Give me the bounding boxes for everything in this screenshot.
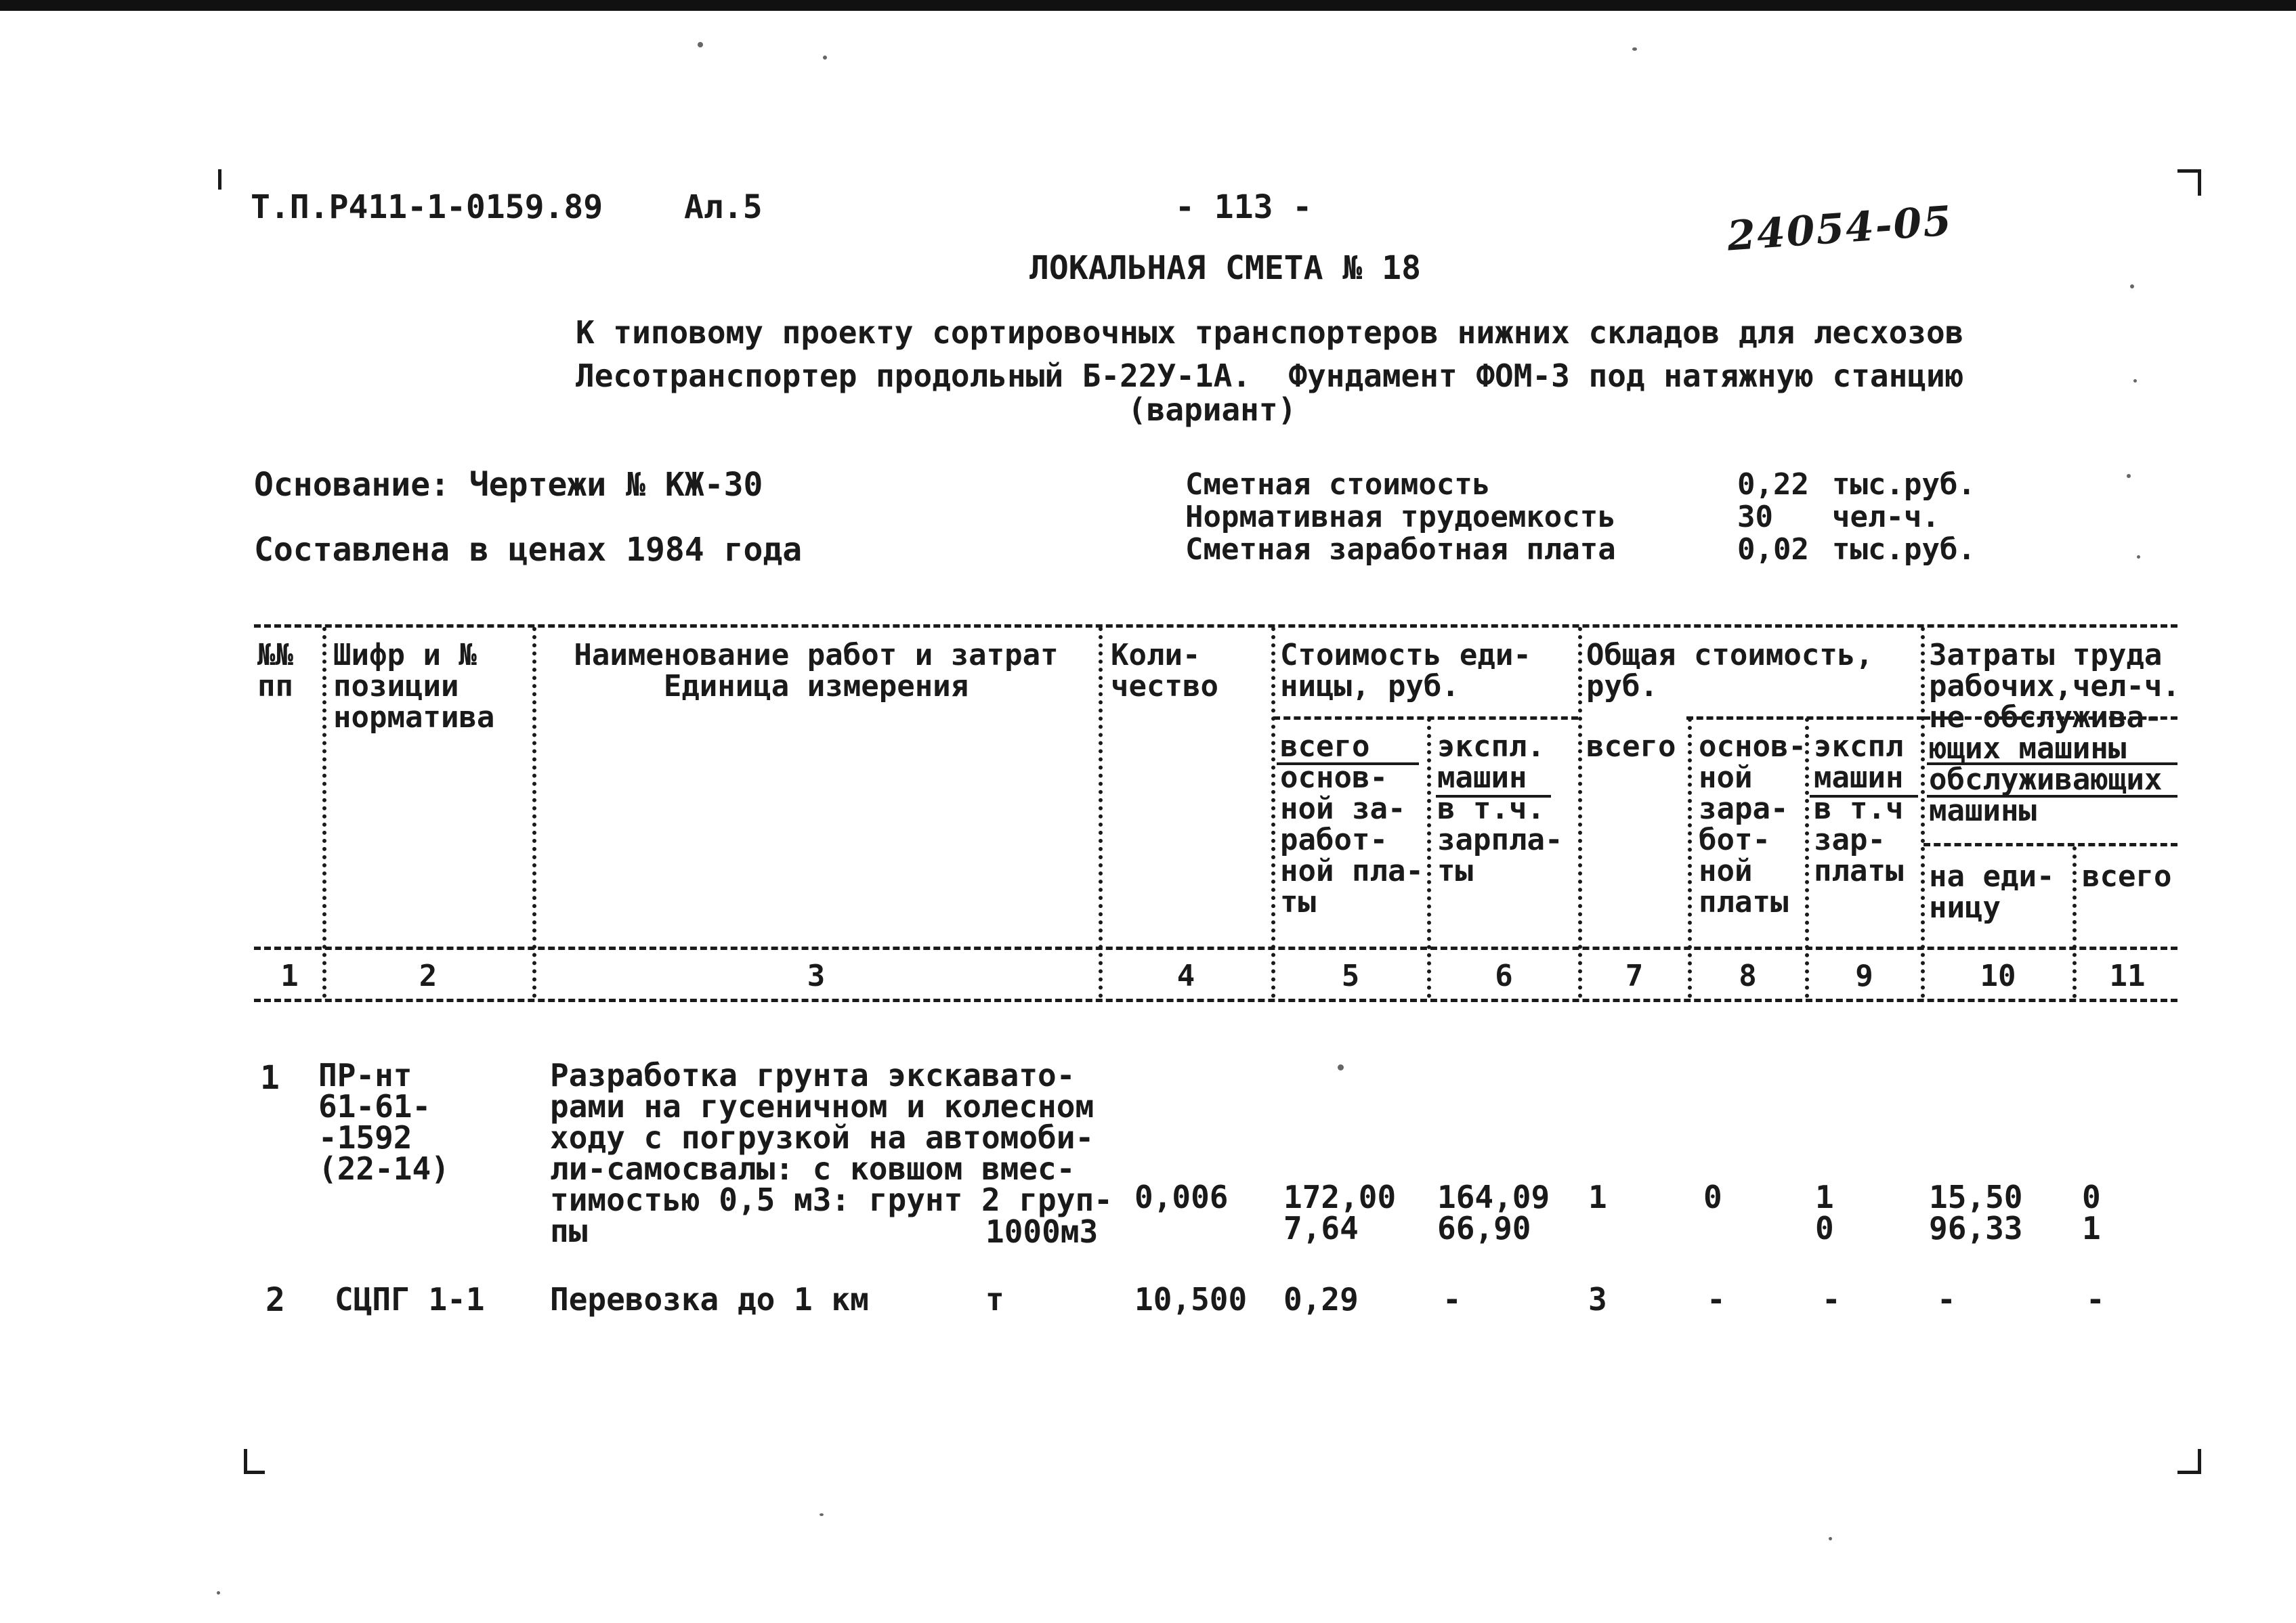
col-number-6: 6: [1495, 959, 1513, 993]
col-number-3: 3: [807, 959, 826, 993]
row2-c7: 3: [1588, 1281, 1607, 1318]
labor-inner-rule: [1923, 843, 2177, 846]
row1-c9: 1 0: [1815, 1179, 1834, 1247]
row1-c6: 164,09 66,90: [1437, 1179, 1550, 1247]
row1-c10: 15,50 96,33: [1929, 1179, 2023, 1247]
row1-c11: 0 1: [2082, 1179, 2101, 1247]
header-col-3: Наименование работ и затрат Единица измерения: [574, 638, 1059, 704]
crop-mark-bottom-left: [244, 1449, 265, 1474]
col-number-2: 2: [419, 959, 438, 993]
header-col-8: основ- ной зара- бот- ной платы: [1699, 729, 1806, 919]
crop-mark-top-left: [218, 169, 221, 190]
scan-speck: [2130, 284, 2134, 288]
col-number-9: 9: [1855, 959, 1873, 993]
row1-num: 1: [260, 1059, 280, 1097]
col-number-5: 5: [1341, 959, 1360, 993]
unit-cost-subrule: [1273, 716, 1578, 720]
header-col-6: экспл. машин в т.ч. зарпла- ты: [1437, 729, 1563, 888]
subtitle-line-1: К типовому проекту сортировочных транспортеров нижних складов для лесхозов: [576, 314, 1964, 351]
col-number-11: 11: [2109, 959, 2146, 993]
row2-name: Перевозка до 1 км: [550, 1281, 869, 1318]
header-labor: Затраты труда рабочих,чел-ч. не обслужива- ющих машины обслуживающих машины: [1929, 638, 2180, 828]
col-divider-1: [322, 627, 326, 998]
col-number-7: 7: [1625, 959, 1644, 993]
col-divider-3: [1099, 627, 1103, 998]
row2-unit: т: [985, 1281, 1004, 1318]
numbers-bottom-rule: [254, 999, 2177, 1002]
col-divider-7: [1688, 718, 1692, 998]
scan-speck: [698, 42, 703, 47]
row1-c5: 172,00 7,64: [1283, 1179, 1397, 1247]
header-col-10: на еди- ницу: [1929, 859, 2055, 925]
scan-speck: [2127, 474, 2131, 478]
summary-value-cost: 0,22: [1737, 467, 1809, 502]
summary-unit-cost: тыс.руб.: [1832, 467, 1976, 502]
scan-speck: [820, 1513, 824, 1516]
header-total-cost: Общая стоимость, руб.: [1586, 638, 1873, 704]
row2-code: СЦПГ 1-1: [335, 1281, 485, 1318]
summary-label-labor: Нормативная трудоемкость: [1185, 500, 1616, 534]
col-divider-4: [1271, 627, 1275, 998]
header-col-9: экспл машин в т.ч зар- платы: [1814, 729, 1904, 888]
col-divider-2: [532, 627, 536, 998]
header-col-4: Коли- чество: [1111, 638, 1218, 704]
document-code: Т.П.Р411-1-0159.89: [251, 188, 603, 226]
row2-qty: 10,500: [1134, 1281, 1248, 1318]
row2-c10: -: [1937, 1281, 1956, 1318]
header-bottom-rule: [254, 947, 2177, 950]
col-divider-9: [1921, 627, 1925, 998]
header-col-1: №№ пп: [257, 638, 293, 704]
summary-label-wage: Сметная заработная плата: [1185, 532, 1616, 567]
table-top-rule: [254, 624, 2177, 628]
col-number-8: 8: [1739, 959, 1757, 993]
scan-speck: [1338, 1064, 1344, 1070]
summary-unit-labor: чел-ч.: [1832, 500, 1940, 534]
row1-name: Разработка грунта экскавато- рами на гусеничном и колесном ходу с погрузкой на автомоби- ли-самосвалы: с ковшом вмес- тимостью 0,5 м3: грунт 2 груп- пы: [550, 1057, 1113, 1249]
prices-label: Составлена в ценах 1984 года: [254, 531, 803, 569]
row2-c6: -: [1443, 1281, 1462, 1318]
scan-speck: [217, 1591, 220, 1595]
scan-speck: [823, 56, 827, 60]
document-title: ЛОКАЛЬНАЯ СМЕТА № 18: [1029, 249, 1421, 287]
subtitle-line-2: Лесотранспортер продольный Б-22У-1А. Фундамент ФОМ-3 под натяжную станцию: [576, 358, 1964, 394]
row1-qty: 0,006: [1134, 1179, 1229, 1215]
handwritten-number: 24054-05: [1725, 197, 1955, 261]
row1-c7: 1: [1588, 1179, 1607, 1215]
crop-mark-top-right: [2177, 169, 2201, 196]
summary-value-labor: 30: [1737, 500, 1773, 534]
header-col-11: всего: [2082, 859, 2172, 894]
row1-unit: 1000м3: [985, 1213, 1099, 1250]
row1-code: ПР-нт 61-61- -1592 (22-14): [318, 1057, 450, 1187]
header-unit-cost: Стоимость еди- ницы, руб.: [1280, 638, 1531, 704]
summary-unit-wage: тыс.руб.: [1832, 532, 1976, 567]
col-divider-6: [1578, 627, 1582, 998]
summary-label-cost: Сметная стоимость: [1185, 467, 1491, 502]
scan-speck: [1632, 47, 1637, 51]
summary-value-wage: 0,02: [1737, 532, 1809, 567]
page-number: - 113 -: [1175, 188, 1313, 226]
row2-c9: -: [1822, 1281, 1841, 1318]
row2-c11: -: [2086, 1281, 2105, 1318]
row2-c8: -: [1707, 1281, 1726, 1318]
header-col-7: всего: [1586, 729, 1676, 764]
scan-speck: [1829, 1537, 1832, 1540]
subtitle-line-3: (вариант): [1128, 391, 1297, 428]
row2-c5: 0,29: [1283, 1281, 1359, 1318]
scan-speck: [2137, 555, 2140, 559]
header-col-2: Шифр и № позиции норматива: [333, 638, 495, 735]
col-number-1: 1: [280, 959, 299, 993]
col-divider-5: [1427, 718, 1431, 998]
header-col-5: всего основ- ной за- работ- ной пла- ты: [1280, 729, 1424, 919]
row1-c8: 0: [1703, 1179, 1722, 1215]
col-number-4: 4: [1176, 959, 1195, 993]
basis-label: Основание: Чертежи № КЖ-30: [254, 466, 763, 504]
sheet-label: Ал.5: [684, 188, 763, 226]
crop-mark-bottom-right: [2177, 1449, 2201, 1474]
scan-speck: [2133, 379, 2137, 383]
row2-num: 2: [265, 1281, 285, 1319]
col-number-10: 10: [1980, 959, 2016, 993]
scan-top-border: [0, 0, 2296, 11]
